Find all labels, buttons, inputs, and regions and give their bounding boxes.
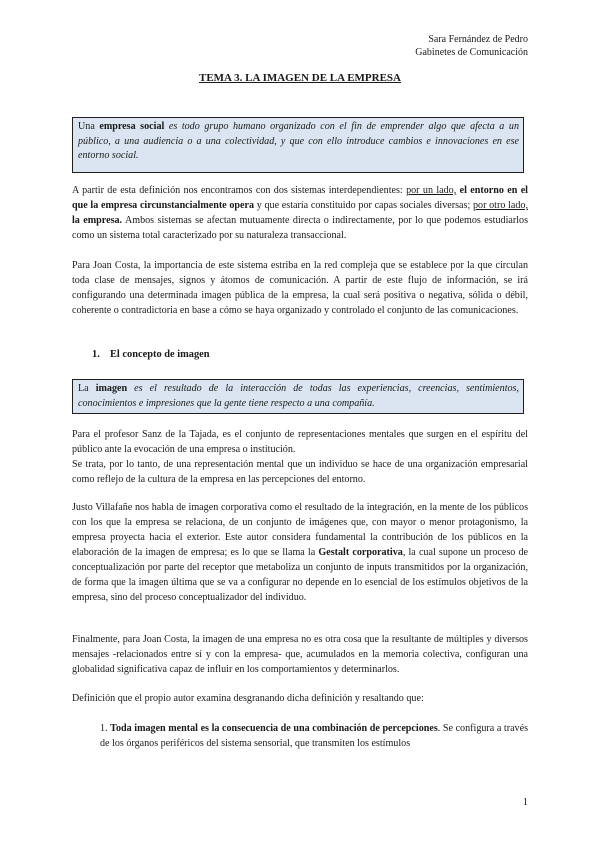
box1-pre: Una (78, 121, 100, 132)
section-label: El concepto de imagen (110, 349, 210, 360)
page-number: 1 (522, 797, 528, 808)
item1-number: 1. (100, 723, 111, 734)
paragraph-definicion: Definición que el propio autor examina desgranando dicha definición y resaltando que: (72, 693, 424, 704)
box2-term: imagen (95, 383, 128, 394)
p1-bold-1: el entorno en el que la empresa circunstancialmente opera (72, 185, 528, 211)
p1-text-a: A partir de esta definición nos encontramos con dos sistemas interdependientes: (72, 185, 407, 196)
section-number: 1. (92, 349, 100, 360)
paragraph-sanz-tajada: Para el profesor Sanz de la Tajada, es el conjunto de representaciones mentales que surgen en el espíritu del público ante la evocación de una empresa o institución. (72, 429, 528, 455)
p1-bold-2: la empresa. (72, 215, 123, 226)
paragraph-sistemas (72, 183, 528, 243)
p1-text-c: y que estaría constituido por capas sociales diversas; (254, 200, 473, 211)
item1-bold: Toda imagen mental es la consecuencia de una combinación de percepciones (110, 723, 438, 734)
p1-underline-2: por otro lado, (472, 200, 529, 211)
p5-text-a: Justo Villafañe nos habla de imagen corporativa como el resultado de la integración, en la mente de los públicos con los que la empresa se relaciona, de un conjunto de imágenes que, con mayor o menor protagonismo, la empresa proyecta hacia el exterior. Este autor considera fundamental la contribución de los públicos en la elaboración de la imagen de empresa; es lo que se llama la (72, 502, 528, 558)
p1-underline-1: por un lado, (406, 185, 457, 196)
box2-definition: es el resultado de la interacción de todas las experiencias, creencias, sentimientos, conocimientos e impresiones que la gente tiene respecto a una compañía. (78, 383, 519, 409)
paragraph-villafane (72, 500, 528, 605)
box2-pre: La (78, 383, 96, 394)
paragraph-representacion: Se trata, por lo tanto, de una representación mental que un individuo se hace de una organización empresarial como reflejo de la cultura de la empresa en las percepciones del entorno. (72, 459, 528, 485)
box1-definition: es todo grupo humano organizado con el fin de emprender algo que afecta a un público, a una audiencia o a una colectividad, y que con ello introduce cambios e innovaciones en ese entorno social. (78, 121, 519, 161)
section-heading (92, 349, 210, 360)
paragraph-finalmente: Finalmente, para Joan Costa, la imagen de una empresa no es otra cosa que la resultante de múltiples y diversos mensajes -relacionados entre sí y con la empresa- que, acumulados en la memoria colectiva, configuran una globalidad significativa capaz de influir en los comportamientos y determinarlos. (72, 634, 528, 675)
p5-text-b: , la cual supone un proceso de conceptualización por parte del receptor que metaboliza un conjunto de inputs transmitidos por la organización, de forma que la imagen última que se va a configurar no depende en lo esencial de los estímulos objetivos de la empresa, sino del proceso conceptualizador del individuo. (72, 547, 528, 603)
list-item-1 (100, 721, 528, 751)
header-author: Sara Fernández de Pedro (428, 34, 528, 45)
definition-box-imagen (72, 379, 524, 414)
box1-term: empresa social (99, 121, 165, 132)
definition-box-empresa-social (72, 117, 524, 173)
p5-gestalt: Gestalt corporativa (318, 547, 403, 558)
page-header (415, 33, 528, 59)
item1-text: . Se configura a través de los órganos periféricos del sistema sensorial, que transmiten los estímulos (100, 723, 529, 749)
paragraph-joan-costa: Para Joan Costa, la importancia de este sistema estriba en la red compleja que se establece por la que circulan toda clase de mensajes, signos y átomos de comunicación. A partir de este flujo de información, se irá configurando una determinada imagen pública de la empresa, la cual será positiva o negativa, sólida o débil, coherente o contradictoria en base a cómo se haya organizado y controlado el conjunto de las comunicaciones. (72, 260, 528, 316)
document-title: TEMA 3. LA IMAGEN DE LA EMPRESA (199, 72, 401, 84)
header-department: Gabinetes de Comunicación (415, 47, 528, 58)
p1-text-d: Ambos sistemas se afectan mutuamente directa o indirectamente, por lo que podemos estudiarlos como un sistema total caracterizado por su naturaleza transaccional. (72, 215, 528, 241)
